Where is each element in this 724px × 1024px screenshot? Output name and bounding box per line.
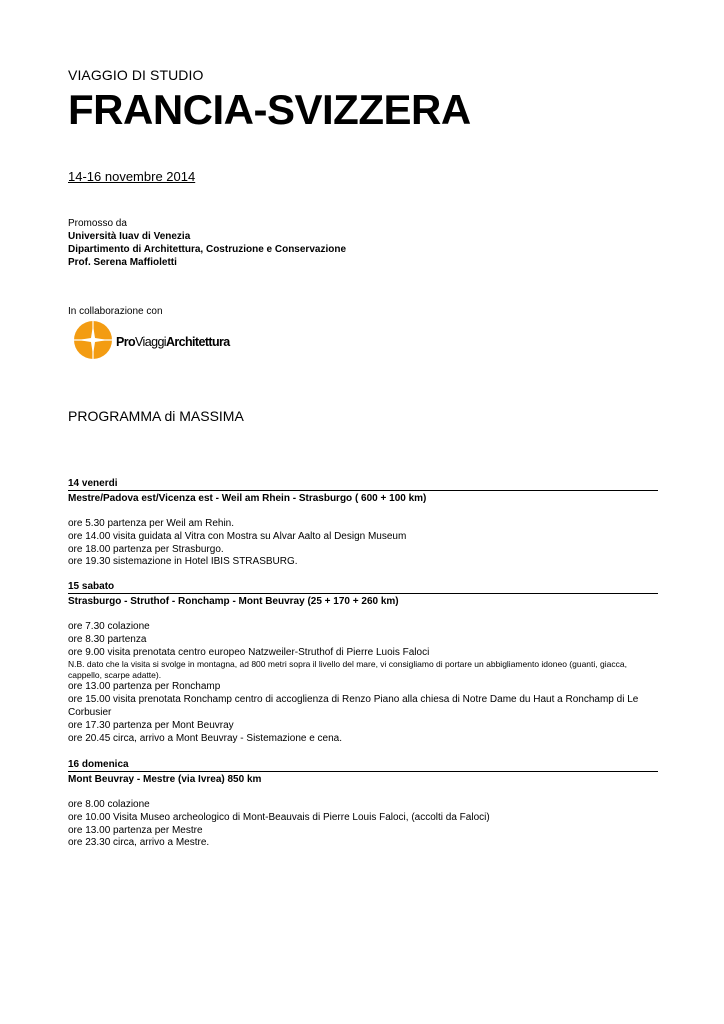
programma-title: PROGRAMMA di MASSIMA — [68, 408, 244, 424]
page-title: FRANCIA-SVIZZERA — [68, 86, 471, 133]
trip-dates: 14-16 novembre 2014 — [68, 169, 196, 184]
logo-wordmark: ProViaggiArchitettura — [116, 335, 230, 349]
day-section — [68, 580, 658, 745]
promotion-block — [68, 217, 346, 269]
day-section — [68, 758, 658, 850]
proviaggi-logo — [73, 320, 230, 360]
schedule-item: ore 17.30 partenza per Mont Beuvray — [68, 719, 234, 731]
promoter-department: Dipartimento di Architettura, Costruzione e Conservazione — [68, 244, 347, 255]
day-section — [68, 477, 658, 569]
schedule-item: ore 8.30 partenza — [68, 633, 147, 645]
schedule-item: ore 10.00 Visita Museo archeologico di Mont-Beauvais di Pierre Louis Faloci, (accolti da Faloci) — [68, 811, 490, 823]
schedule-item: ore 9.00 visita prenotata centro europeo Natzweiler-Struthof di Pierre Luois Faloci — [68, 646, 430, 658]
schedule-item: ore 14.00 visita guidata al Vitra con Mostra su Alvar Aalto al Design Museum — [68, 530, 407, 542]
schedule-item: ore 13.00 partenza per Mestre — [68, 824, 203, 836]
schedule-item: ore 19.30 sistemazione in Hotel IBIS STRASBURG. — [68, 556, 298, 568]
schedule-item: ore 13.00 partenza per Ronchamp — [68, 681, 221, 693]
logo-mark-icon — [73, 320, 113, 360]
schedule-item: ore 8.00 colazione — [68, 799, 150, 810]
promoter-professor: Prof. Serena Maffioletti — [68, 257, 177, 268]
day-route: Strasburgo - Struthof - Ronchamp - Mont Beuvray (25 + 170 + 260 km) — [68, 593, 658, 608]
promotion-label: Promosso da — [68, 218, 127, 229]
schedule-item: ore 18.00 partenza per Strasburgo. — [68, 543, 224, 555]
schedule-item: ore 7.30 colazione — [68, 621, 150, 632]
collaboration-label: In collaborazione con — [68, 306, 163, 317]
promoter-university: Università Iuav di Venezia — [68, 231, 191, 242]
day-label: 15 sabato — [68, 581, 115, 592]
day-label: 16 domenica — [68, 759, 129, 770]
day-label: 14 venerdi — [68, 478, 118, 489]
schedule-note: N.B. dato che la visita si svolge in montagna, ad 800 metri sopra il livello del mare, vi consigliamo di portare un abbigliamento idoneo (guanti, giacca, cappello, scarpe adatte). — [68, 659, 627, 681]
schedule-item: ore 5.30 partenza per Weil am Rehin. — [68, 518, 235, 529]
schedule-item: ore 15.00 visita prenotata Ronchamp centro di accoglienza di Renzo Piano alla chiesa di Notre Dame du Haut a Ronchamp di Le Corbusier — [68, 694, 639, 718]
supertitle: VIAGGIO DI STUDIO — [68, 67, 204, 83]
schedule-item: ore 23.30 circa, arrivo a Mestre. — [68, 837, 210, 849]
schedule-item: ore 20.45 circa, arrivo a Mont Beuvray - Sistemazione e cena. — [68, 732, 343, 744]
day-route: Mestre/Padova est/Vicenza est - Weil am Rhein - Strasburgo ( 600 + 100 km) — [68, 490, 658, 505]
day-route: Mont Beuvray - Mestre (via Ivrea) 850 km — [68, 771, 658, 786]
